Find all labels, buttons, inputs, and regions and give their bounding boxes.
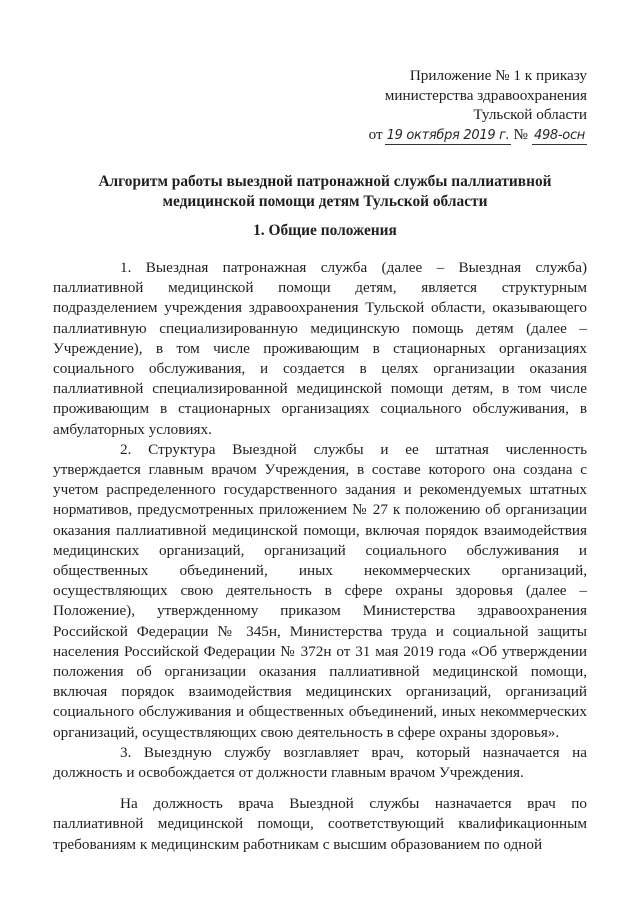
paragraph-2: 2. Структура Выездной службы и ее штатная численность утверждается главным врачом Учреждения, в составе которого она создана с учетом распределенного государственного задания и рекомендуемых штатных нормативов, предусмотренных приложением № 27 к положению об организации оказания паллиативной медицинской помощи, включая порядок взаимодействия медицинских организаций, организаций социального обслуживания и общественных объединений, иных некоммерческих организаций, осуществляющих свою деятельность в сфере охраны здоровья (далее – Положение), утвержденному приказом Министерства здравоохранения Российской Федерации № 345н, Министерства труда и социальной защиты населения Российской Федерации № 372н от 31 мая 2019 года «Об утверждении положения об организации оказания паллиативной медицинской помощи, включая порядок взаимодействия медицинских организаций, организаций социального обслуживания и общественных объединений, иных некоммерческих организаций, осуществляющих свою деятельность в сфере охраны здоровья». xyxy=(53,440,587,741)
order-prefix: от xyxy=(368,125,383,143)
handwritten-order-date: 19 октября 2019 г. xyxy=(386,127,510,143)
paragraph-1: 1. Выездная патронажная служба (далее – Выездная служба) паллиативной медицинской помощи детям, является структурным подразделением учреждения здравоохранения Тульской области, оказывающего паллиативную специализированную медицинскую помощь детям (далее – Учреждение), в том числе проживающим в стационарных организациях социального обслуживания, и создается в целях организации оказания паллиативной специализированной медицинской помощи детям, в том числе проживающим в стационарных организациях социального обслуживания, в амбулаторных условиях. xyxy=(53,259,587,438)
appendix-line-2: министерства здравоохранения xyxy=(384,86,587,104)
paragraph-4: На должность врача Выездной службы назначается врач по паллиативной медицинской помощи, соответствующий квалификационным требованиям к медицинским работникам с высшим образованием по одной xyxy=(53,795,587,853)
section-title: 1. Общие положения xyxy=(253,222,397,239)
order-reference xyxy=(369,125,587,145)
document-title: Алгоритм работы выездной патронажной службы паллиативной медицинской помощи детям Тульской области xyxy=(98,173,552,210)
handwritten-order-number: 498-осн xyxy=(533,127,585,143)
order-number-sign: № xyxy=(513,125,528,143)
appendix-line-3: Тульской области xyxy=(473,106,587,123)
body-text xyxy=(53,258,587,855)
appendix-line-1: Приложение № 1 к приказу xyxy=(409,67,587,84)
paragraph-3: 3. Выездную службу возглавляет врач, который назначается на должность и освобождается от должности главным врачом Учреждения. xyxy=(53,743,587,782)
appendix-header xyxy=(369,66,587,145)
